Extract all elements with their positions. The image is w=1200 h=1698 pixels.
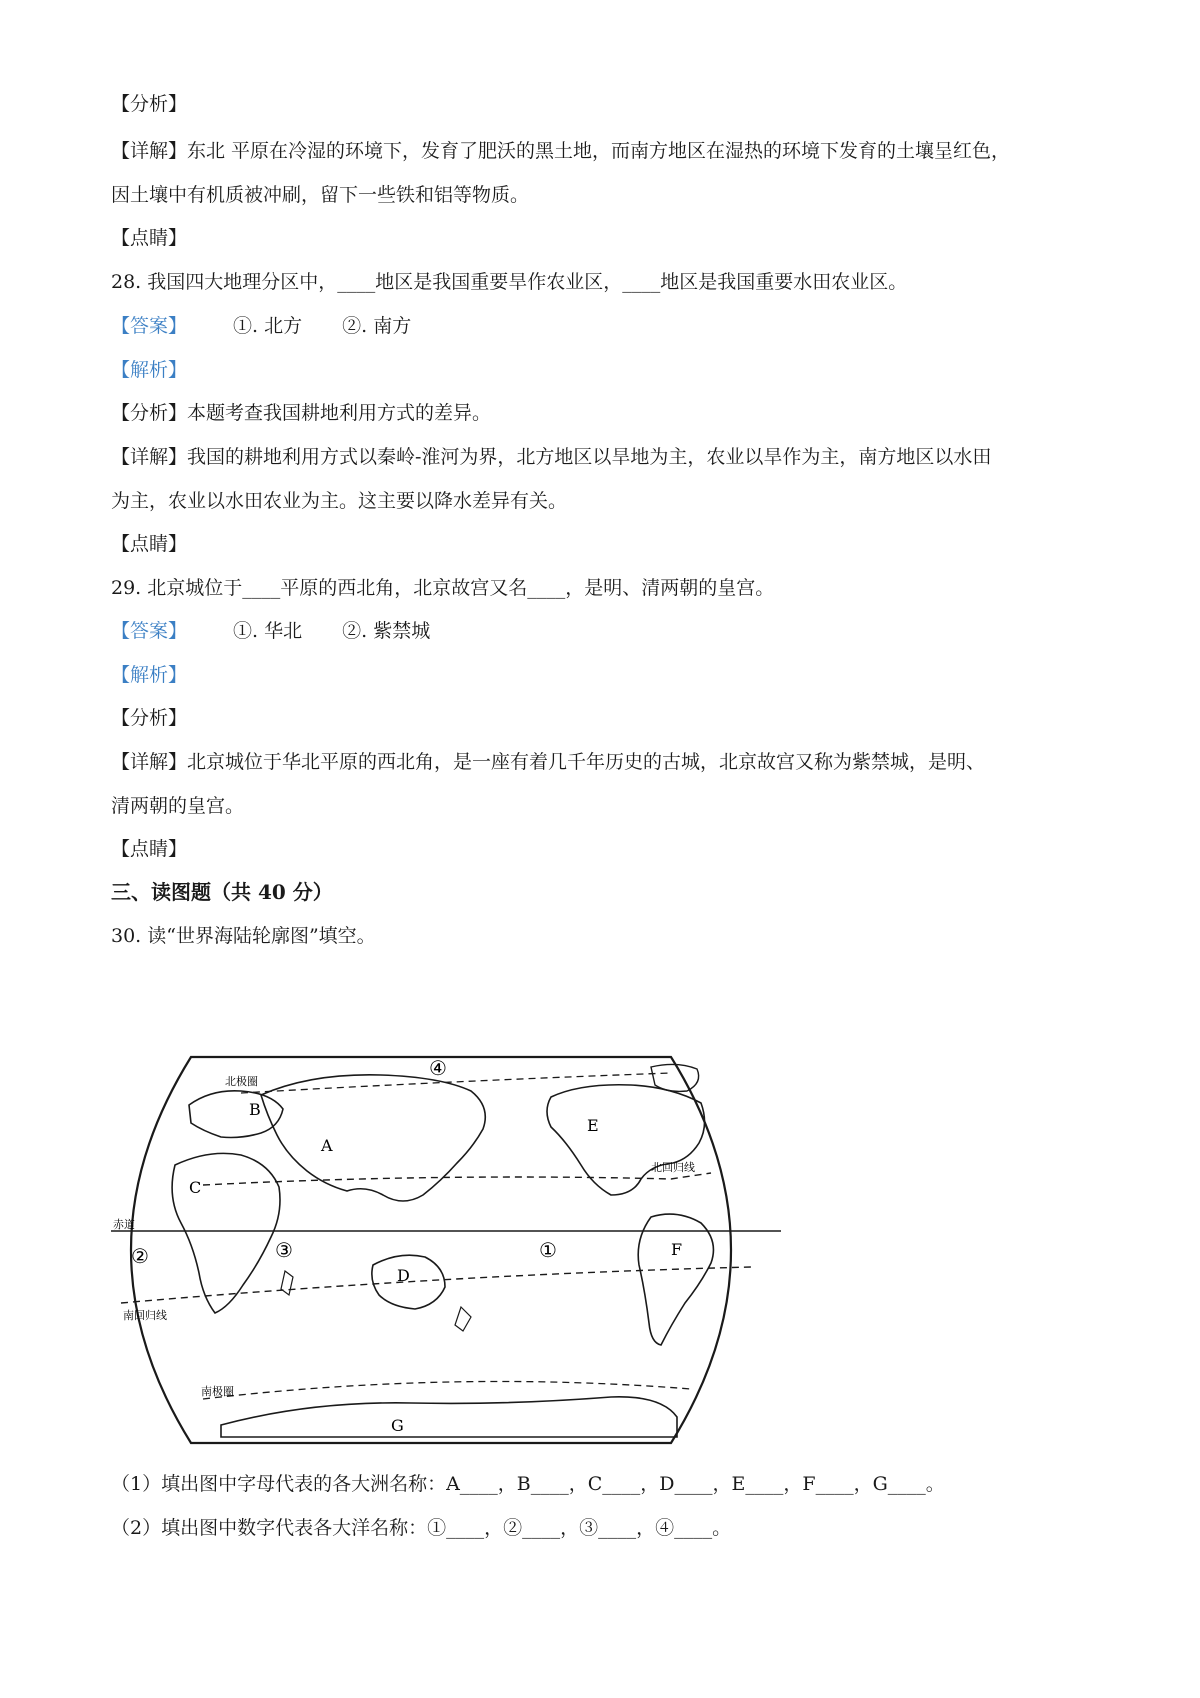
- europe-outline: [189, 1091, 283, 1138]
- q28-answer-tag: 【答案】: [111, 315, 188, 337]
- map-label-antarctic-circle: 南极圈: [201, 1385, 234, 1398]
- map-label-E: E: [587, 1116, 599, 1135]
- map-label-C: C: [189, 1178, 202, 1197]
- q28-analysis: 【分析】本题考查我国耕地利用方式的差异。: [111, 402, 492, 424]
- q29-detail-line1: 【详解】北京城位于华北平原的西北角，是一座有着几千年历史的古城，北京故宫又称为紫禁城，是明、: [111, 751, 986, 773]
- q28-detail-line1: 【详解】我国的耕地利用方式以秦岭-淮河为界，北方地区以旱地为主，农业以旱作为主，南方地区以水田: [111, 446, 992, 468]
- q29-answer-2: ②. 紫禁城: [342, 620, 431, 642]
- map-label-arctic-circle: 北极圈: [225, 1075, 258, 1088]
- q30-question: 30. 读“世界海陆轮廓图”填空。: [111, 925, 376, 947]
- tropic-of-capricorn-line: [121, 1267, 751, 1303]
- arctic-circle-line: [241, 1073, 671, 1093]
- q27-detail-line2: 因土壤中有机质被冲刷，留下一些铁和铝等物质。: [111, 184, 530, 206]
- q28-explanation-tag: 【解析】: [111, 359, 188, 381]
- q28-answer-row: [111, 312, 411, 340]
- q29-question: 29. 北京城位于____平原的西北角，北京故宫又名____，是明、清两朝的皇宫。: [111, 577, 775, 599]
- q29-detail-line2: 清两朝的皇宫。: [111, 795, 245, 817]
- q28-comment: 【点睛】: [111, 533, 188, 555]
- map-label-G: G: [391, 1416, 404, 1435]
- madagascar-outline: [281, 1271, 293, 1295]
- q29-answer-tag: 【答案】: [111, 620, 188, 642]
- map-label-ocean-3: ③: [275, 1238, 293, 1262]
- greenland-outline: [651, 1064, 699, 1091]
- map-label-ocean-1: ①: [539, 1238, 557, 1262]
- q27-detail-line1: 【详解】东北 平原在冷湿的环境下，发育了肥沃的黑土地，而南方地区在湿热的环境下发育的土壤呈红色，: [111, 140, 1011, 162]
- q29-explanation-tag: 【解析】: [111, 664, 188, 686]
- q29-answer-row: [111, 617, 430, 645]
- tropic-of-cancer-line: [203, 1173, 711, 1185]
- q29-analysis: 【分析】: [111, 707, 188, 729]
- map-label-F: F: [671, 1240, 683, 1259]
- q28-answer-2: ②. 南方: [342, 315, 412, 337]
- q30-sub2: （2）填出图中数字代表各大洋名称：①____，②____，③____，④____。: [111, 1517, 732, 1539]
- map-label-ocean-4: ④: [429, 1056, 447, 1080]
- q28-detail-line2: 为主，农业以水田农业为主。这主要以降水差异有关。: [111, 490, 568, 512]
- antarctica-outline: [221, 1397, 677, 1437]
- q27-comment: 【点睛】: [111, 227, 188, 249]
- map-label-tropic-capricorn: 南回归线: [123, 1309, 167, 1322]
- map-label-D: D: [397, 1266, 410, 1285]
- section-heading: 三、读图题（共 40 分）: [111, 880, 333, 904]
- world-map: [111, 1045, 781, 1455]
- map-label-ocean-2: ②: [131, 1244, 149, 1268]
- q29-answer-1: ①. 华北: [233, 620, 303, 642]
- q27-analysis: 【分析】: [111, 93, 188, 115]
- south-america-outline: [638, 1214, 713, 1345]
- new-zealand-outline: [455, 1307, 471, 1331]
- map-label-tropic-cancer: 北回归线: [651, 1161, 695, 1174]
- q28-question: 28. 我国四大地理分区中，____地区是我国重要旱作农业区，____地区是我国重要水田农业区。: [111, 271, 908, 293]
- q28-answer-1: ①. 北方: [233, 315, 303, 337]
- map-label-A: A: [321, 1136, 333, 1155]
- asia-outline: [261, 1075, 485, 1201]
- q30-sub1: （1）填出图中字母代表的各大洲名称：A____，B____，C____，D____，E____，F____，G____。: [111, 1473, 945, 1495]
- q29-comment: 【点睛】: [111, 838, 188, 860]
- map-label-B: B: [249, 1100, 261, 1119]
- map-label-equator: 赤道: [113, 1218, 135, 1231]
